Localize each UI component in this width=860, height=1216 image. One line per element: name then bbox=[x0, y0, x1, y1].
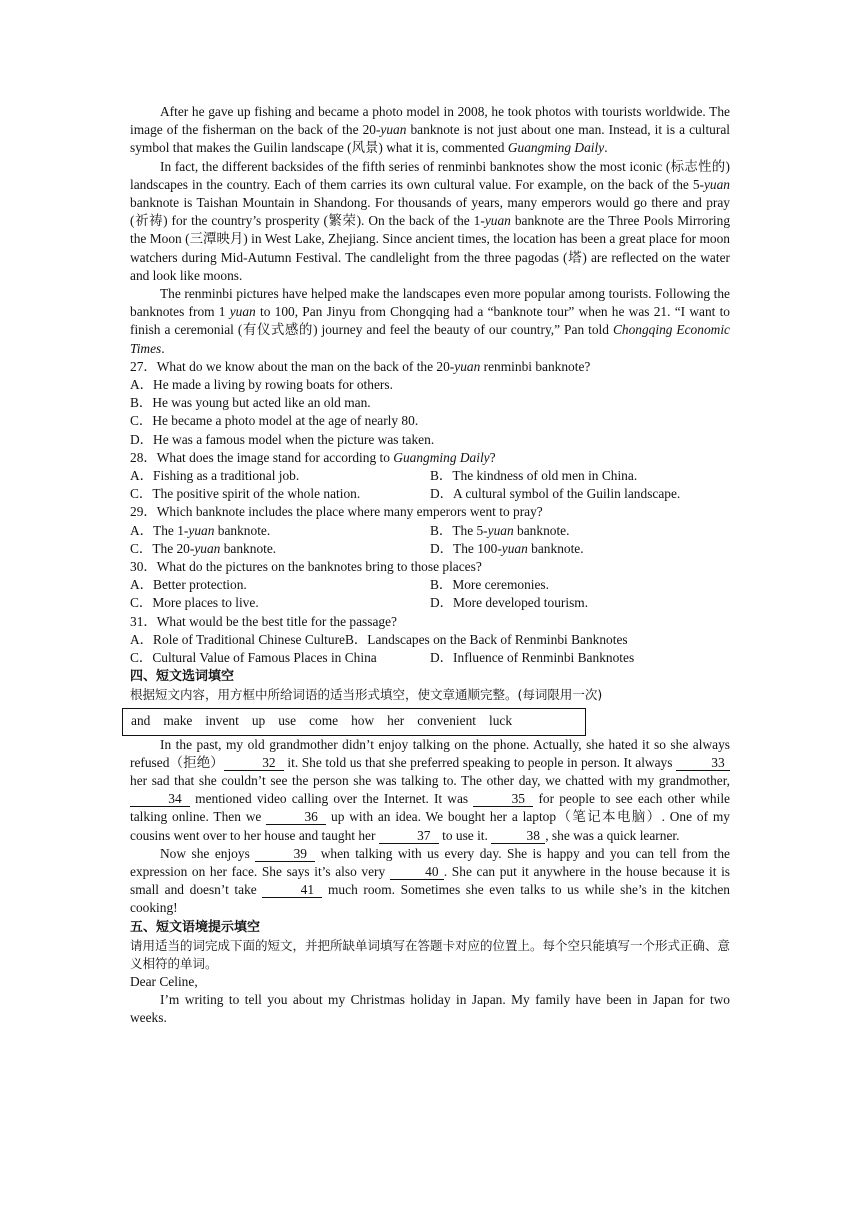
word-bank-item: invent bbox=[205, 713, 239, 729]
cloze-paragraph-1: In the past, my old grandmother didn’t enjoy talking on the phone. Actually, she hated it so she always refused（拒绝） 32 it. She told us that she preferred speaking to people in person. It always 33 her sad that she couldn’t see the person she was talking to. The other day, we chatted with my grandmother, 34 mentioned video calling over the Internet. It was 35 for people to see each other while talking online. Then we 36 up with an idea. We bought her a laptop（笔记本电脑）. One of my cousins went over to her house and taught her 37 to use it. 38 , she was a quick learner. bbox=[130, 736, 730, 843]
cloze-paragraph-2: Now she enjoys 39 when talking with us every day. She is happy and you can tell from the expression on her face. She says it’s also very 40 . She can put it anywhere in the house because it is small and doesn’t take 41 much room. Sometimes she even talks to us while she’s in the kitchen cooking! bbox=[130, 845, 731, 916]
question-31-option-b: B．Landscapes on the Back of Renminbi Banknotes bbox=[344, 631, 628, 647]
question-29-options-cd bbox=[130, 540, 730, 558]
word-bank-item: luck bbox=[489, 713, 513, 729]
question-29-option-c: C．The 20-yuan banknote. bbox=[130, 540, 277, 556]
question-28-option-d: D．A cultural symbol of the Guilin landscape. bbox=[430, 486, 681, 502]
question-31-option-a: A．Role of Traditional Chinese Culture bbox=[130, 631, 345, 647]
question-30-option-a: A．Better protection. bbox=[130, 577, 247, 593]
section-4-instruction: 根据短文内容，用方框中所给词语的适当形式填空，使文章通顺完整。(每词限用一次) bbox=[130, 687, 603, 703]
question-29-option-b: B．The 5-yuan banknote. bbox=[430, 522, 570, 538]
question-27-stem: 27．What do we know about the man on the back of the 20-yuan renminbi banknote? bbox=[130, 358, 591, 374]
word-bank-item: convenient bbox=[417, 713, 476, 729]
blank-32[interactable]: 32 bbox=[224, 756, 284, 771]
question-27-option-c: C．He became a photo model at the age of nearly 80. bbox=[130, 413, 419, 429]
question-28-option-c: C．The positive spirit of the whole nation. bbox=[130, 486, 361, 502]
word-bank-item: come bbox=[309, 713, 339, 729]
word-bank-item: up bbox=[251, 713, 266, 729]
letter-paragraph-1: I’m writing to tell you about my Christmas holiday in Japan. My family have been in Japan for two weeks. bbox=[130, 992, 730, 1026]
blank-39[interactable]: 39 bbox=[255, 847, 315, 862]
question-29-option-a: A．The 1-yuan banknote. bbox=[130, 522, 271, 538]
question-28-option-a: A．Fishing as a traditional job. bbox=[130, 468, 300, 484]
question-31-option-c: C．Cultural Value of Famous Places in China bbox=[130, 650, 377, 666]
blank-41[interactable]: 41 bbox=[262, 883, 322, 898]
question-28-option-b: B．The kindness of old men in China. bbox=[430, 468, 638, 484]
passage-paragraph-3: The renminbi pictures have helped make the landscapes even more popular among tourists. Following the banknotes from 1 yuan to 100, Pan Jinyu from Chongqing had a “banknote tour” when he was 21. “I want to finish a ceremonial (有仪式感的) journey and feel the beauty of our country,” Pan told Chongqing Economic Times. bbox=[130, 286, 731, 356]
question-31-stem: 31．What would be the best title for the passage? bbox=[130, 613, 397, 629]
question-27-option-a: A．He made a living by rowing boats for others. bbox=[130, 377, 393, 393]
question-30-option-c: C．More places to live. bbox=[130, 595, 259, 611]
word-bank-item: how bbox=[351, 713, 375, 729]
question-30-option-d: D．More developed tourism. bbox=[430, 595, 589, 611]
question-27-option-b: B．He was young but acted like an old man. bbox=[130, 395, 371, 411]
letter-salutation: Dear Celine, bbox=[130, 973, 198, 989]
exam-page bbox=[130, 103, 730, 1028]
question-29-stem: 29．Which banknote includes the place where many emperors went to pray? bbox=[130, 504, 543, 520]
word-bank-item: her bbox=[387, 713, 405, 729]
question-31-options-cd bbox=[130, 649, 730, 667]
passage-paragraph-1: After he gave up fishing and became a photo model in 2008, he took photos with tourists worldwide. The image of the fisherman on the back of the 20-yuan banknote is not just about one man. Instead, it is a cultural symbol that makes the Guilin landscape (风景) what it is, commented Guangming Daily. bbox=[130, 104, 730, 156]
question-28-stem: 28．What does the image stand for according to Guangming Daily? bbox=[130, 449, 496, 465]
blank-33[interactable]: 33 bbox=[676, 756, 730, 771]
word-bank-item: and bbox=[131, 713, 151, 729]
question-30-options-cd bbox=[130, 594, 730, 612]
question-31-option-d: D．Influence of Renminbi Banknotes bbox=[430, 650, 635, 666]
question-28-options-cd bbox=[130, 485, 730, 503]
question-30-options-ab bbox=[130, 576, 730, 594]
section-5-title: 五、短文语境提示填空 bbox=[130, 919, 261, 935]
question-28-options-ab bbox=[130, 467, 730, 485]
blank-36[interactable]: 36 bbox=[266, 810, 326, 825]
question-30-stem: 30．What do the pictures on the banknotes bring to those places? bbox=[130, 559, 482, 575]
question-29-option-d: D．The 100-yuan banknote. bbox=[430, 540, 584, 556]
blank-38[interactable]: 38 bbox=[491, 829, 545, 844]
blank-37[interactable]: 37 bbox=[379, 829, 439, 844]
question-31-options-ab bbox=[130, 631, 730, 649]
question-27-option-d: D．He was a famous model when the picture was taken. bbox=[130, 431, 435, 447]
word-bank-item: make bbox=[163, 713, 193, 729]
section-4-title: 四、短文选词填空 bbox=[130, 669, 235, 685]
question-30-option-b: B．More ceremonies. bbox=[430, 577, 549, 593]
section-5-instruction: 请用适当的词完成下面的短文，并把所缺单词填写在答题卡对应的位置上。每个空只能填写一个形式正确、意义相符的单词。 bbox=[130, 937, 731, 971]
word-bank-box bbox=[122, 708, 586, 736]
blank-34[interactable]: 34 bbox=[130, 792, 190, 807]
blank-40[interactable]: 40 bbox=[390, 865, 444, 880]
question-29-options-ab bbox=[130, 522, 730, 540]
passage-paragraph-2: In fact, the different backsides of the fifth series of renminbi banknotes show the most iconic (标志性的) landscapes in the country. Each of them carries its own cultural value. For example, on the back of the 5-yuan banknote is Taishan Mountain in Shandong. For thousands of years, many emperors would go there and pray (祈祷) for the country’s prosperity (繁荣). On the back of the 1-yuan banknote are the Three Pools Mirroring the Moon (三潭映月) in West Lake, Zhejiang. Since ancient times, the location has been a great place for moon watchers during Mid-Autumn Festival. The candlelight from the three pagodas (塔) are reflected on the water and look like moons. bbox=[130, 158, 731, 283]
blank-35[interactable]: 35 bbox=[473, 792, 533, 807]
word-bank-item: use bbox=[278, 713, 297, 729]
